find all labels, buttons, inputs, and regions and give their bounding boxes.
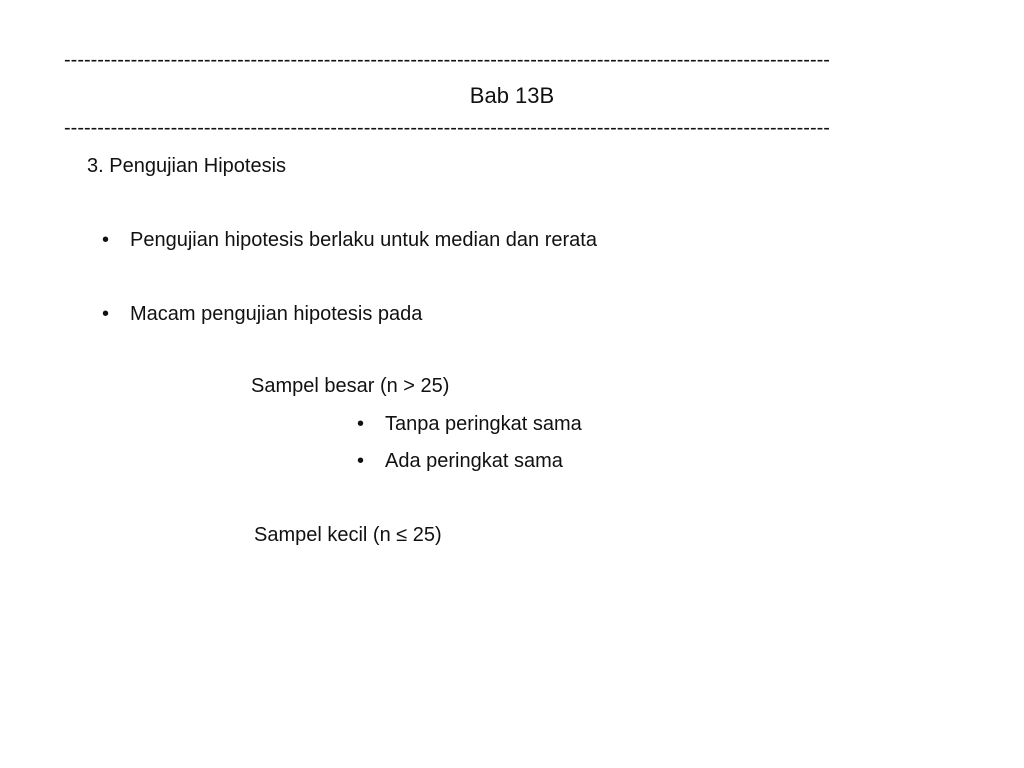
top-dashed-divider: ------------------------------------------------------------------------------------------------------------------- — [64, 50, 830, 70]
large-sample-heading: Sampel besar (n > 25) — [251, 375, 450, 397]
slide-title: Bab 13B — [469, 83, 555, 108]
bullet-icon: • — [357, 413, 365, 435]
bullet-item — [102, 226, 597, 254]
sub-bullet-item — [357, 447, 563, 475]
bullet-icon: • — [102, 229, 110, 251]
bottom-dashed-divider: ------------------------------------------------------------------------------------------------------------------- — [64, 118, 830, 138]
bullet-icon: • — [357, 450, 365, 472]
sub-bullet-item — [357, 410, 582, 438]
bullet-item — [102, 300, 422, 328]
sub-bullet-text: Ada peringkat sama — [385, 450, 563, 472]
bullet-text: Pengujian hipotesis berlaku untuk median dan rerata — [130, 229, 597, 251]
bullet-icon: • — [102, 303, 110, 325]
small-sample-heading: Sampel kecil (n ≤ 25) — [254, 524, 442, 546]
sub-bullet-text: Tanpa peringkat sama — [385, 413, 582, 435]
bullet-text: Macam pengujian hipotesis pada — [130, 303, 423, 325]
section-title: 3. Pengujian Hipotesis — [87, 155, 287, 177]
